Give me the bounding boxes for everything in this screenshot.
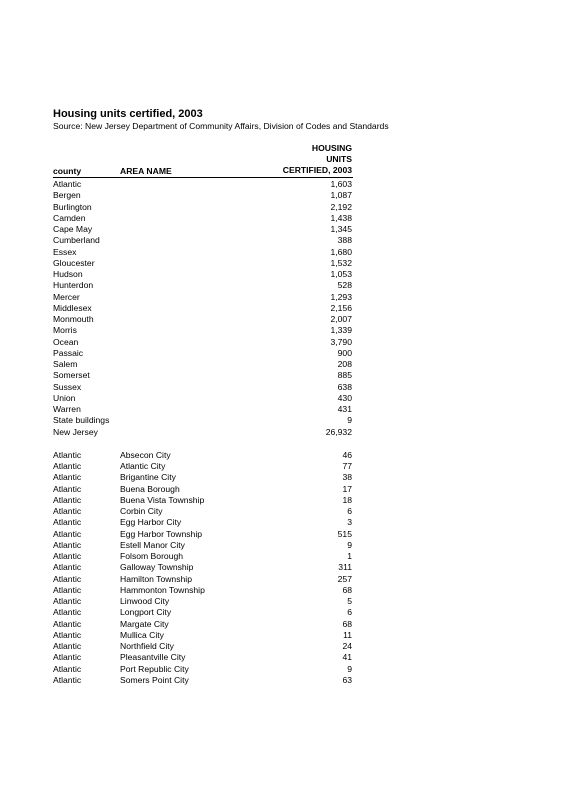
table-row <box>53 359 353 370</box>
cell-area-name: Pleasantville City <box>120 652 186 663</box>
table-row <box>53 393 353 404</box>
table-row <box>53 235 353 246</box>
cell-county: Atlantic <box>53 663 82 674</box>
cell-housing-units: 77 <box>342 461 352 471</box>
cell-county: Atlantic <box>53 528 82 539</box>
table-row <box>53 664 353 675</box>
cell-county: Atlantic <box>53 449 82 460</box>
cell-area-name: Estell Manor City <box>120 539 185 550</box>
cell-area-name: Egg Harbor City <box>120 517 182 528</box>
cell-county: Hudson <box>53 269 83 279</box>
cell-county: Burlington <box>53 201 92 212</box>
cell-housing-units: 2,156 <box>330 302 352 313</box>
table-row <box>53 213 353 224</box>
document-page <box>53 108 389 686</box>
cell-housing-units: 63 <box>342 674 352 685</box>
table-row <box>53 303 353 314</box>
cell-housing-units: 3 <box>347 517 352 528</box>
cell-county: Somerset <box>53 370 90 381</box>
cell-county: Atlantic <box>53 517 82 528</box>
cell-housing-units: 257 <box>337 573 352 584</box>
cell-housing-units: 638 <box>337 381 352 392</box>
table-row <box>53 506 353 517</box>
cell-county: Passaic <box>53 347 84 358</box>
cell-housing-units: 6 <box>347 506 352 516</box>
cell-county: Ocean <box>53 336 79 347</box>
cell-county: Atlantic <box>53 562 82 573</box>
cell-county: Mercer <box>53 291 80 302</box>
cell-county: Hunterdon <box>53 280 94 291</box>
table-row <box>53 551 353 562</box>
cell-area-name: Folsom Borough <box>120 551 184 561</box>
table-row <box>53 314 353 325</box>
cell-housing-units: 1,053 <box>330 269 352 279</box>
cell-county: Salem <box>53 359 78 369</box>
cell-county: Atlantic <box>53 629 82 640</box>
table-row <box>53 562 353 573</box>
cell-area-name: Corbin City <box>120 506 163 516</box>
column-header-county: county <box>53 166 82 176</box>
table-row <box>53 202 353 213</box>
table-row <box>53 224 353 235</box>
section-gap <box>53 438 353 449</box>
cell-area-name: Hamilton Township <box>120 573 192 584</box>
cell-county: Atlantic <box>53 652 82 663</box>
cell-county: Cumberland <box>53 235 100 246</box>
cell-housing-units: 46 <box>342 449 352 460</box>
cell-housing-units: 3,790 <box>330 336 352 347</box>
cell-area-name: Longport City <box>120 607 172 618</box>
table-row <box>53 517 353 528</box>
cell-county: Atlantic <box>53 506 82 516</box>
table-row <box>53 258 353 269</box>
cell-county: Atlantic <box>53 539 82 550</box>
table-row <box>53 427 353 438</box>
cell-housing-units: 11 <box>343 629 352 640</box>
table-row <box>53 607 353 618</box>
cell-county: Atlantic <box>53 641 82 651</box>
table-row <box>53 484 353 495</box>
cell-housing-units: 900 <box>337 347 352 358</box>
municipality-table <box>53 450 353 686</box>
cell-county: Atlantic <box>53 461 82 471</box>
cell-housing-units: 2,192 <box>330 201 352 212</box>
cell-housing-units: 5 <box>347 596 352 606</box>
cell-housing-units: 388 <box>337 235 352 246</box>
cell-county: Union <box>53 392 76 403</box>
cell-housing-units: 1 <box>347 551 352 561</box>
cell-county: Atlantic <box>53 573 82 584</box>
cell-county: Atlantic <box>53 607 82 618</box>
cell-area-name: Egg Harbor Township <box>120 528 203 539</box>
table-header <box>53 144 353 178</box>
cell-housing-units: 18 <box>342 494 352 505</box>
table-row <box>53 675 353 686</box>
cell-county: Sussex <box>53 381 82 392</box>
cell-housing-units: 38 <box>342 472 352 483</box>
cell-housing-units: 1,603 <box>330 179 352 189</box>
table-row <box>53 596 353 607</box>
cell-housing-units: 1,532 <box>330 257 352 268</box>
cell-housing-units: 9 <box>347 415 352 426</box>
cell-county: Bergen <box>53 190 81 201</box>
cell-county: Gloucester <box>53 257 95 268</box>
cell-county: Monmouth <box>53 314 94 324</box>
cell-county: Atlantic <box>53 618 82 629</box>
cell-housing-units: 17 <box>342 483 352 494</box>
cell-area-name: Buena Borough <box>120 483 180 494</box>
source-note: Source: New Jersey Department of Community Affairs, Division of Codes and Standards <box>53 121 389 131</box>
cell-county: Cape May <box>53 224 93 234</box>
table-row <box>53 280 353 291</box>
table-row <box>53 404 353 415</box>
table-row <box>53 179 353 190</box>
table-row <box>53 348 353 359</box>
cell-housing-units: 885 <box>337 370 352 381</box>
cell-housing-units: 24 <box>342 641 352 651</box>
cell-housing-units: 68 <box>342 584 352 595</box>
cell-county: Essex <box>53 246 77 257</box>
cell-county: Atlantic <box>53 674 82 685</box>
cell-county: Atlantic <box>53 596 82 606</box>
cell-housing-units: 6 <box>347 607 352 618</box>
cell-county: Atlantic <box>53 584 82 595</box>
page-title: Housing units certified, 2003 <box>53 108 203 120</box>
cell-housing-units: 208 <box>337 359 352 369</box>
table-row <box>53 574 353 585</box>
table-row <box>53 495 353 506</box>
cell-housing-units: 1,087 <box>330 190 352 201</box>
cell-county: Middlesex <box>53 302 92 313</box>
cell-housing-units: 9 <box>347 663 352 674</box>
table-row <box>53 292 353 303</box>
cell-housing-units: 515 <box>337 528 352 539</box>
cell-area-name: Mullica City <box>120 629 164 640</box>
cell-county: State buildings <box>53 415 110 426</box>
cell-housing-units: 1,438 <box>330 212 352 223</box>
table-row <box>53 269 353 280</box>
cell-county: Atlantic <box>53 551 82 561</box>
cell-area-name: Brigantine City <box>120 472 176 483</box>
cell-county: Warren <box>53 404 81 414</box>
table-row <box>53 461 353 472</box>
cell-housing-units: 1,680 <box>330 246 352 257</box>
cell-county: Atlantic <box>53 483 82 494</box>
table-row <box>53 325 353 336</box>
table-row <box>53 370 353 381</box>
cell-housing-units: 9 <box>347 539 352 550</box>
table-row <box>53 630 353 641</box>
cell-county: Camden <box>53 212 86 223</box>
table-row <box>53 641 353 652</box>
cell-housing-units: 430 <box>337 392 352 403</box>
cell-area-name: Galloway Township <box>120 562 194 573</box>
cell-housing-units: 1,339 <box>330 325 352 336</box>
cell-housing-units: 26,932 <box>325 426 352 437</box>
cell-area-name: Margate City <box>120 618 169 629</box>
cell-housing-units: 1,293 <box>330 291 352 302</box>
table-row <box>53 472 353 483</box>
table-row <box>53 652 353 663</box>
cell-county: Atlantic <box>53 179 82 189</box>
cell-area-name: Port Republic City <box>120 663 189 674</box>
cell-housing-units: 1,345 <box>330 224 352 234</box>
cell-housing-units: 431 <box>337 404 352 414</box>
cell-area-name: Somers Point City <box>120 674 189 685</box>
cell-area-name: Northfield City <box>120 641 174 651</box>
table-row <box>53 619 353 630</box>
cell-housing-units: 41 <box>342 652 352 663</box>
cell-housing-units: 2,007 <box>330 314 352 324</box>
cell-area-name: Buena Vista Township <box>120 494 205 505</box>
column-header-housing-units: HOUSING UNITS CERTIFIED, 2003 <box>282 143 352 175</box>
cell-county: Morris <box>53 325 77 336</box>
table-row <box>53 382 353 393</box>
column-header-area-name: AREA NAME <box>120 166 172 176</box>
table-row <box>53 585 353 596</box>
cell-area-name: Atlantic City <box>120 461 166 471</box>
table-row <box>53 190 353 201</box>
county-totals-table <box>53 179 353 438</box>
cell-housing-units: 68 <box>342 618 352 629</box>
table-row <box>53 247 353 258</box>
cell-area-name: Linwood City <box>120 596 170 606</box>
cell-area-name: Absecon City <box>120 449 171 460</box>
cell-area-name: Hammonton Township <box>120 584 205 595</box>
cell-housing-units: 311 <box>338 562 352 573</box>
table-row <box>53 337 353 348</box>
table-row <box>53 529 353 540</box>
cell-county: New Jersey <box>53 426 98 437</box>
cell-county: Atlantic <box>53 472 82 483</box>
cell-county: Atlantic <box>53 494 82 505</box>
table-row <box>53 540 353 551</box>
table-row <box>53 415 353 426</box>
cell-housing-units: 528 <box>337 280 352 291</box>
table-row <box>53 450 353 461</box>
